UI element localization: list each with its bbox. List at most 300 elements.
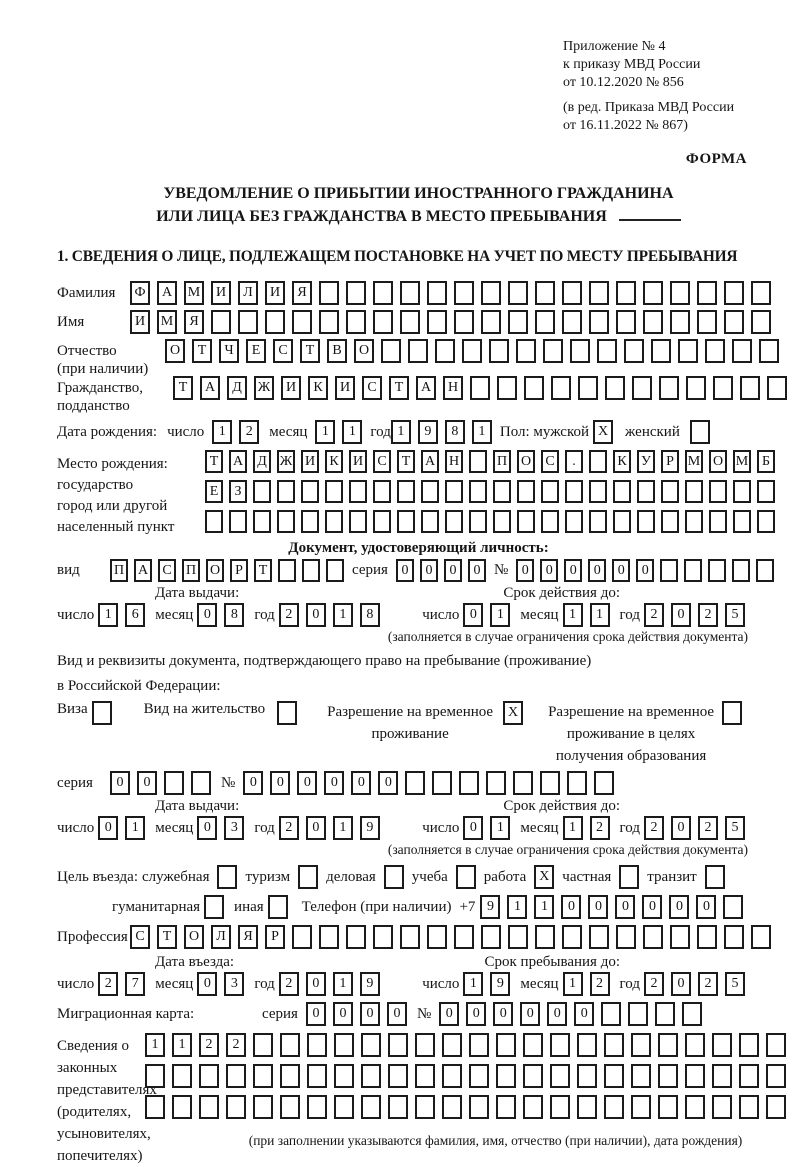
char-box[interactable] bbox=[643, 925, 663, 949]
char-box[interactable]: Ж bbox=[277, 450, 295, 473]
char-box[interactable] bbox=[496, 1033, 516, 1057]
char-box[interactable]: 2 bbox=[279, 603, 299, 627]
residence-permit-checkbox[interactable] bbox=[277, 701, 297, 725]
permit-expiry-month-input[interactable] bbox=[563, 816, 610, 840]
char-box[interactable]: 0 bbox=[243, 771, 263, 795]
char-box[interactable]: 1 bbox=[563, 972, 583, 996]
char-box[interactable] bbox=[373, 310, 393, 334]
char-box[interactable] bbox=[334, 1033, 354, 1057]
char-box[interactable]: X bbox=[534, 865, 554, 889]
char-box[interactable] bbox=[733, 510, 751, 533]
char-box[interactable] bbox=[280, 1064, 300, 1088]
char-box[interactable] bbox=[724, 925, 744, 949]
char-box[interactable]: 2 bbox=[199, 1033, 219, 1057]
char-box[interactable] bbox=[567, 771, 587, 795]
char-box[interactable] bbox=[517, 480, 535, 503]
permit-issue-month-input[interactable] bbox=[197, 816, 244, 840]
char-box[interactable] bbox=[632, 376, 652, 400]
char-box[interactable] bbox=[334, 1095, 354, 1119]
char-box[interactable]: 1 bbox=[125, 816, 145, 840]
char-box[interactable] bbox=[253, 510, 271, 533]
phone-input[interactable] bbox=[480, 895, 743, 919]
char-box[interactable]: Я bbox=[184, 310, 204, 334]
char-box[interactable] bbox=[508, 925, 528, 949]
char-box[interactable] bbox=[685, 1033, 705, 1057]
char-box[interactable] bbox=[565, 510, 583, 533]
char-box[interactable]: Л bbox=[238, 281, 258, 305]
char-box[interactable]: 0 bbox=[493, 1002, 513, 1026]
char-box[interactable]: Е bbox=[205, 480, 223, 503]
char-box[interactable] bbox=[661, 480, 679, 503]
char-box[interactable] bbox=[517, 510, 535, 533]
char-box[interactable] bbox=[724, 281, 744, 305]
char-box[interactable]: 0 bbox=[351, 771, 371, 795]
char-box[interactable] bbox=[562, 310, 582, 334]
char-box[interactable]: Т bbox=[157, 925, 177, 949]
char-box[interactable]: 2 bbox=[698, 816, 718, 840]
char-box[interactable]: 1 bbox=[172, 1033, 192, 1057]
char-box[interactable]: Т bbox=[173, 376, 193, 400]
char-box[interactable] bbox=[459, 771, 479, 795]
char-box[interactable] bbox=[346, 925, 366, 949]
char-box[interactable]: М bbox=[733, 450, 751, 473]
char-box[interactable] bbox=[199, 1095, 219, 1119]
char-box[interactable] bbox=[757, 510, 775, 533]
char-box[interactable] bbox=[751, 310, 771, 334]
char-box[interactable] bbox=[400, 310, 420, 334]
char-box[interactable]: 0 bbox=[197, 972, 217, 996]
char-box[interactable] bbox=[578, 376, 598, 400]
char-box[interactable]: 0 bbox=[612, 559, 630, 582]
char-box[interactable]: Д bbox=[227, 376, 247, 400]
char-box[interactable] bbox=[388, 1095, 408, 1119]
char-box[interactable]: 0 bbox=[387, 1002, 407, 1026]
birthplace-city-input[interactable] bbox=[205, 480, 775, 503]
char-box[interactable]: Ф bbox=[130, 281, 150, 305]
migration-series-input[interactable] bbox=[306, 1002, 407, 1026]
char-box[interactable]: О bbox=[709, 450, 727, 473]
purpose-business-checkbox[interactable] bbox=[384, 865, 404, 889]
char-box[interactable] bbox=[708, 559, 726, 582]
char-box[interactable] bbox=[388, 1064, 408, 1088]
char-box[interactable] bbox=[481, 281, 501, 305]
purpose-tourism-checkbox[interactable] bbox=[298, 865, 318, 889]
char-box[interactable]: 0 bbox=[696, 895, 716, 919]
char-box[interactable] bbox=[751, 925, 771, 949]
char-box[interactable]: 1 bbox=[333, 603, 353, 627]
char-box[interactable]: 0 bbox=[516, 559, 534, 582]
char-box[interactable]: 5 bbox=[725, 972, 745, 996]
char-box[interactable] bbox=[577, 1095, 597, 1119]
char-box[interactable] bbox=[469, 450, 487, 473]
char-box[interactable] bbox=[415, 1095, 435, 1119]
char-box[interactable]: 0 bbox=[588, 559, 606, 582]
char-box[interactable]: 8 bbox=[360, 603, 380, 627]
char-box[interactable] bbox=[604, 1064, 624, 1088]
char-box[interactable]: И bbox=[211, 281, 231, 305]
stay-month-input[interactable] bbox=[563, 972, 610, 996]
char-box[interactable] bbox=[319, 310, 339, 334]
char-box[interactable] bbox=[278, 559, 296, 582]
char-box[interactable] bbox=[145, 1095, 165, 1119]
temp-permit-checkbox[interactable] bbox=[503, 701, 523, 725]
char-box[interactable]: Е bbox=[246, 339, 266, 363]
char-box[interactable] bbox=[658, 1033, 678, 1057]
char-box[interactable] bbox=[226, 1064, 246, 1088]
char-box[interactable]: 0 bbox=[466, 1002, 486, 1026]
char-box[interactable] bbox=[631, 1095, 651, 1119]
char-box[interactable]: И bbox=[349, 450, 367, 473]
char-box[interactable]: С bbox=[273, 339, 293, 363]
char-box[interactable]: О bbox=[206, 559, 224, 582]
char-box[interactable] bbox=[541, 510, 559, 533]
char-box[interactable]: Д bbox=[253, 450, 271, 473]
char-box[interactable]: 1 bbox=[342, 420, 362, 444]
char-box[interactable] bbox=[670, 281, 690, 305]
char-box[interactable]: Н bbox=[443, 376, 463, 400]
char-box[interactable]: В bbox=[327, 339, 347, 363]
char-box[interactable] bbox=[550, 1033, 570, 1057]
char-box[interactable] bbox=[685, 1095, 705, 1119]
char-box[interactable]: 0 bbox=[636, 559, 654, 582]
char-box[interactable] bbox=[613, 510, 631, 533]
char-box[interactable]: И bbox=[130, 310, 150, 334]
purpose-work-checkbox[interactable] bbox=[534, 865, 554, 889]
char-box[interactable] bbox=[739, 1064, 759, 1088]
doc-kind-input[interactable] bbox=[110, 559, 344, 582]
char-box[interactable] bbox=[164, 771, 184, 795]
char-box[interactable] bbox=[298, 865, 318, 889]
char-box[interactable] bbox=[604, 1095, 624, 1119]
char-box[interactable] bbox=[469, 510, 487, 533]
char-box[interactable] bbox=[723, 895, 743, 919]
char-box[interactable]: И bbox=[335, 376, 355, 400]
char-box[interactable]: С bbox=[362, 376, 382, 400]
char-box[interactable]: 0 bbox=[642, 895, 662, 919]
char-box[interactable] bbox=[577, 1033, 597, 1057]
char-box[interactable] bbox=[709, 480, 727, 503]
char-box[interactable]: М bbox=[685, 450, 703, 473]
char-box[interactable] bbox=[493, 510, 511, 533]
char-box[interactable]: 0 bbox=[306, 972, 326, 996]
representatives-input-line3[interactable] bbox=[145, 1095, 786, 1119]
char-box[interactable] bbox=[204, 895, 224, 919]
char-box[interactable]: П bbox=[182, 559, 200, 582]
char-box[interactable] bbox=[589, 510, 607, 533]
char-box[interactable] bbox=[454, 925, 474, 949]
char-box[interactable]: 0 bbox=[297, 771, 317, 795]
char-box[interactable] bbox=[732, 339, 752, 363]
char-box[interactable] bbox=[685, 480, 703, 503]
char-box[interactable] bbox=[713, 376, 733, 400]
char-box[interactable]: 0 bbox=[197, 603, 217, 627]
char-box[interactable] bbox=[421, 480, 439, 503]
char-box[interactable]: Т bbox=[254, 559, 272, 582]
char-box[interactable] bbox=[733, 480, 751, 503]
char-box[interactable]: 0 bbox=[98, 816, 118, 840]
char-box[interactable]: 2 bbox=[644, 972, 664, 996]
char-box[interactable]: 0 bbox=[396, 559, 414, 582]
char-box[interactable] bbox=[325, 480, 343, 503]
char-box[interactable]: 1 bbox=[534, 895, 554, 919]
char-box[interactable] bbox=[766, 1033, 786, 1057]
char-box[interactable] bbox=[756, 559, 774, 582]
char-box[interactable]: Р bbox=[230, 559, 248, 582]
char-box[interactable] bbox=[697, 310, 717, 334]
char-box[interactable]: Я bbox=[238, 925, 258, 949]
char-box[interactable]: С bbox=[373, 450, 391, 473]
char-box[interactable] bbox=[280, 1033, 300, 1057]
char-box[interactable] bbox=[226, 1095, 246, 1119]
birth-month-input[interactable] bbox=[315, 420, 362, 444]
char-box[interactable] bbox=[535, 925, 555, 949]
char-box[interactable] bbox=[408, 339, 428, 363]
char-box[interactable]: 2 bbox=[644, 816, 664, 840]
char-box[interactable]: 0 bbox=[520, 1002, 540, 1026]
char-box[interactable] bbox=[605, 376, 625, 400]
char-box[interactable] bbox=[722, 701, 742, 725]
char-box[interactable] bbox=[145, 1064, 165, 1088]
char-box[interactable] bbox=[670, 925, 690, 949]
char-box[interactable] bbox=[442, 1064, 462, 1088]
char-box[interactable] bbox=[643, 281, 663, 305]
char-box[interactable] bbox=[616, 925, 636, 949]
char-box[interactable] bbox=[712, 1064, 732, 1088]
char-box[interactable]: 0 bbox=[420, 559, 438, 582]
char-box[interactable] bbox=[277, 701, 297, 725]
char-box[interactable]: 0 bbox=[197, 816, 217, 840]
char-box[interactable]: 0 bbox=[378, 771, 398, 795]
char-box[interactable]: 2 bbox=[226, 1033, 246, 1057]
char-box[interactable] bbox=[540, 771, 560, 795]
permit-issue-year-input[interactable] bbox=[279, 816, 380, 840]
sex-male-checkbox[interactable] bbox=[593, 420, 613, 444]
char-box[interactable] bbox=[277, 480, 295, 503]
char-box[interactable] bbox=[349, 480, 367, 503]
char-box[interactable] bbox=[400, 925, 420, 949]
char-box[interactable]: 2 bbox=[698, 603, 718, 627]
char-box[interactable]: 5 bbox=[725, 603, 745, 627]
char-box[interactable] bbox=[631, 1033, 651, 1057]
char-box[interactable] bbox=[550, 1064, 570, 1088]
char-box[interactable] bbox=[400, 281, 420, 305]
char-box[interactable] bbox=[469, 1095, 489, 1119]
char-box[interactable] bbox=[516, 339, 536, 363]
char-box[interactable] bbox=[523, 1095, 543, 1119]
char-box[interactable]: Б bbox=[757, 450, 775, 473]
char-box[interactable] bbox=[637, 480, 655, 503]
char-box[interactable]: 0 bbox=[564, 559, 582, 582]
char-box[interactable] bbox=[535, 310, 555, 334]
char-box[interactable] bbox=[265, 310, 285, 334]
char-box[interactable] bbox=[589, 281, 609, 305]
char-box[interactable]: 2 bbox=[239, 420, 259, 444]
char-box[interactable]: 0 bbox=[561, 895, 581, 919]
char-box[interactable] bbox=[565, 480, 583, 503]
char-box[interactable]: 9 bbox=[490, 972, 510, 996]
char-box[interactable]: М bbox=[157, 310, 177, 334]
char-box[interactable] bbox=[496, 1064, 516, 1088]
char-box[interactable]: 0 bbox=[468, 559, 486, 582]
char-box[interactable] bbox=[628, 1002, 648, 1026]
char-box[interactable] bbox=[469, 480, 487, 503]
char-box[interactable] bbox=[589, 480, 607, 503]
char-box[interactable] bbox=[454, 310, 474, 334]
char-box[interactable]: А bbox=[157, 281, 177, 305]
char-box[interactable]: 2 bbox=[590, 816, 610, 840]
char-box[interactable] bbox=[577, 1064, 597, 1088]
char-box[interactable]: О bbox=[184, 925, 204, 949]
char-box[interactable] bbox=[253, 1064, 273, 1088]
char-box[interactable] bbox=[766, 1064, 786, 1088]
char-box[interactable] bbox=[469, 1064, 489, 1088]
char-box[interactable] bbox=[277, 510, 295, 533]
char-box[interactable] bbox=[570, 339, 590, 363]
char-box[interactable]: 1 bbox=[98, 603, 118, 627]
char-box[interactable]: 0 bbox=[588, 895, 608, 919]
char-box[interactable] bbox=[349, 510, 367, 533]
char-box[interactable] bbox=[589, 450, 607, 473]
char-box[interactable] bbox=[562, 925, 582, 949]
char-box[interactable] bbox=[346, 281, 366, 305]
char-box[interactable]: 1 bbox=[333, 972, 353, 996]
char-box[interactable] bbox=[486, 771, 506, 795]
char-box[interactable] bbox=[481, 310, 501, 334]
char-box[interactable] bbox=[442, 1095, 462, 1119]
char-box[interactable] bbox=[301, 510, 319, 533]
purpose-other-checkbox[interactable] bbox=[268, 895, 288, 919]
firstname-input[interactable] bbox=[130, 310, 771, 334]
migration-number-input[interactable] bbox=[439, 1002, 702, 1026]
char-box[interactable] bbox=[712, 1095, 732, 1119]
char-box[interactable]: 0 bbox=[110, 771, 130, 795]
char-box[interactable]: 1 bbox=[472, 420, 492, 444]
char-box[interactable] bbox=[551, 376, 571, 400]
char-box[interactable] bbox=[543, 339, 563, 363]
char-box[interactable] bbox=[739, 1033, 759, 1057]
char-box[interactable] bbox=[481, 925, 501, 949]
char-box[interactable]: 0 bbox=[306, 1002, 326, 1026]
char-box[interactable] bbox=[92, 701, 112, 725]
citizenship-input[interactable] bbox=[173, 376, 787, 400]
char-box[interactable]: Ч bbox=[219, 339, 239, 363]
char-box[interactable] bbox=[616, 310, 636, 334]
char-box[interactable]: 9 bbox=[360, 972, 380, 996]
purpose-transit-checkbox[interactable] bbox=[705, 865, 725, 889]
char-box[interactable] bbox=[238, 310, 258, 334]
char-box[interactable] bbox=[493, 480, 511, 503]
char-box[interactable] bbox=[334, 1064, 354, 1088]
char-box[interactable] bbox=[497, 376, 517, 400]
char-box[interactable] bbox=[705, 339, 725, 363]
char-box[interactable] bbox=[682, 1002, 702, 1026]
char-box[interactable] bbox=[661, 510, 679, 533]
char-box[interactable]: 2 bbox=[279, 972, 299, 996]
char-box[interactable]: Т bbox=[192, 339, 212, 363]
char-box[interactable]: 0 bbox=[547, 1002, 567, 1026]
char-box[interactable] bbox=[685, 1064, 705, 1088]
char-box[interactable]: У bbox=[637, 450, 655, 473]
char-box[interactable]: 2 bbox=[644, 603, 664, 627]
char-box[interactable]: 2 bbox=[590, 972, 610, 996]
char-box[interactable]: Я bbox=[292, 281, 312, 305]
char-box[interactable]: П bbox=[493, 450, 511, 473]
char-box[interactable]: Р bbox=[661, 450, 679, 473]
char-box[interactable] bbox=[217, 865, 237, 889]
char-box[interactable] bbox=[445, 510, 463, 533]
char-box[interactable] bbox=[523, 1033, 543, 1057]
char-box[interactable] bbox=[397, 480, 415, 503]
char-box[interactable] bbox=[373, 480, 391, 503]
char-box[interactable] bbox=[361, 1033, 381, 1057]
char-box[interactable] bbox=[712, 1033, 732, 1057]
edu-permit-checkbox[interactable] bbox=[722, 701, 742, 725]
char-box[interactable] bbox=[685, 510, 703, 533]
char-box[interactable] bbox=[724, 310, 744, 334]
char-box[interactable] bbox=[739, 1095, 759, 1119]
char-box[interactable] bbox=[361, 1095, 381, 1119]
char-box[interactable] bbox=[690, 420, 710, 444]
char-box[interactable] bbox=[619, 865, 639, 889]
char-box[interactable]: А bbox=[416, 376, 436, 400]
char-box[interactable] bbox=[253, 480, 271, 503]
char-box[interactable]: И bbox=[281, 376, 301, 400]
birth-year-input[interactable] bbox=[391, 420, 492, 444]
char-box[interactable] bbox=[442, 1033, 462, 1057]
char-box[interactable]: 1 bbox=[590, 603, 610, 627]
char-box[interactable] bbox=[319, 925, 339, 949]
char-box[interactable]: X bbox=[503, 701, 523, 725]
purpose-official-checkbox[interactable] bbox=[217, 865, 237, 889]
doc-issue-month-input[interactable] bbox=[197, 603, 244, 627]
char-box[interactable]: . bbox=[565, 450, 583, 473]
char-box[interactable] bbox=[589, 310, 609, 334]
char-box[interactable]: 1 bbox=[490, 603, 510, 627]
char-box[interactable] bbox=[397, 510, 415, 533]
char-box[interactable] bbox=[766, 1095, 786, 1119]
char-box[interactable] bbox=[253, 1095, 273, 1119]
char-box[interactable] bbox=[373, 925, 393, 949]
char-box[interactable]: 1 bbox=[563, 603, 583, 627]
char-box[interactable]: 8 bbox=[445, 420, 465, 444]
char-box[interactable] bbox=[307, 1095, 327, 1119]
char-box[interactable]: 9 bbox=[418, 420, 438, 444]
char-box[interactable] bbox=[541, 480, 559, 503]
char-box[interactable]: О bbox=[165, 339, 185, 363]
char-box[interactable] bbox=[361, 1064, 381, 1088]
char-box[interactable] bbox=[415, 1064, 435, 1088]
char-box[interactable] bbox=[191, 771, 211, 795]
char-box[interactable]: 1 bbox=[563, 816, 583, 840]
char-box[interactable] bbox=[199, 1064, 219, 1088]
char-box[interactable] bbox=[613, 480, 631, 503]
char-box[interactable] bbox=[550, 1095, 570, 1119]
sex-female-checkbox[interactable] bbox=[690, 420, 710, 444]
char-box[interactable] bbox=[631, 1064, 651, 1088]
char-box[interactable]: Т bbox=[389, 376, 409, 400]
char-box[interactable] bbox=[229, 510, 247, 533]
char-box[interactable]: Т bbox=[205, 450, 223, 473]
char-box[interactable] bbox=[415, 1033, 435, 1057]
char-box[interactable]: С bbox=[541, 450, 559, 473]
char-box[interactable]: 0 bbox=[137, 771, 157, 795]
char-box[interactable] bbox=[562, 281, 582, 305]
char-box[interactable] bbox=[732, 559, 750, 582]
char-box[interactable] bbox=[384, 865, 404, 889]
char-box[interactable] bbox=[655, 1002, 675, 1026]
char-box[interactable] bbox=[489, 339, 509, 363]
char-box[interactable] bbox=[381, 339, 401, 363]
